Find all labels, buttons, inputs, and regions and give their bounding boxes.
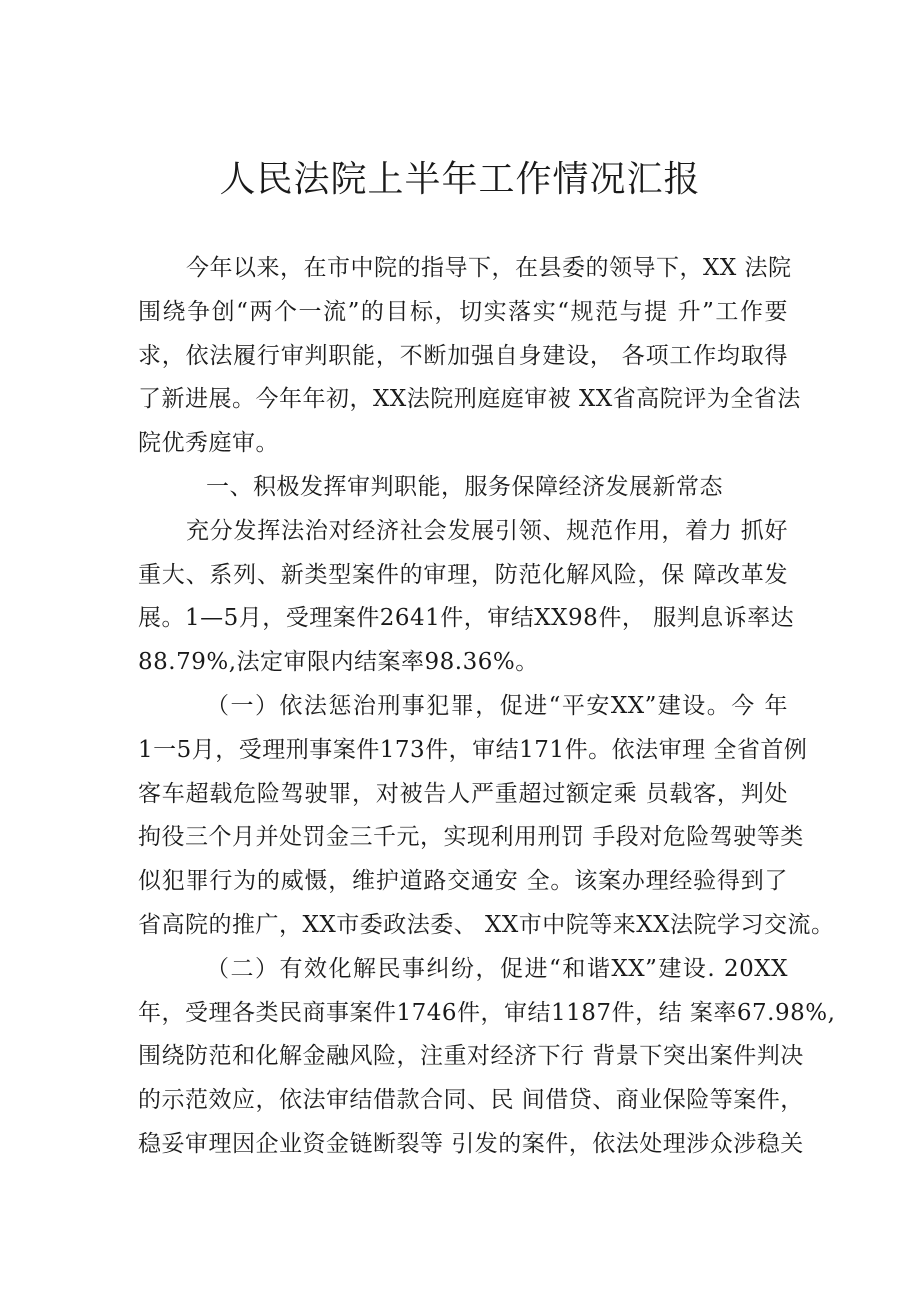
paragraph-line: 似犯罪行为的威慑，维护道路交通安 全。该案办理经验得到了	[138, 868, 788, 895]
paragraph-line: 省高院的推广，XX市委政法委、 XX市中院等来XX法院学习交流。	[138, 911, 835, 938]
paragraph-line: 年，受理各类民商事案件1746件，审结1187件，结 案率67.98%,	[138, 999, 836, 1026]
subsection-heading-line: （二）有效化解民事纠纷，促进“和谐XX”建设. 20XX	[206, 955, 788, 982]
paragraph-line: 围绕争创“两个一流”的目标，切实落实“规范与提 升”工作要	[138, 298, 788, 325]
paragraph-line: 了新进展。今年年初，XX法院刑庭庭审被 XX省高院评为全省法	[138, 386, 801, 413]
section-heading: 一、积极发挥审判职能，服务保障经济发展新常态	[206, 473, 723, 500]
document-title: 人民法院上半年工作情况汇报	[219, 159, 701, 200]
paragraph-line: 1一5月，受理刑事案件173件，审结171件。依法审理 全省首例	[138, 736, 808, 763]
paragraph-line: 求，依法履行审判职能，不断加强自身建设， 各项工作均取得	[138, 342, 788, 369]
document-body	[138, 247, 836, 1167]
paragraph-line: 今年以来，在市中院的指导下，在县委的领导下，XX 法院	[186, 255, 792, 281]
paragraph-line: 充分发挥法治对经济社会发展引领、规范作用，着力 抓好	[186, 517, 788, 544]
paragraph-line: 展。1—5月，受理案件2641件，审结XX98件， 服判息诉率达	[138, 605, 795, 632]
paragraph-line: 的示范效应，依法审结借款合同、民 间借贷、商业保险等案件，	[138, 1087, 804, 1114]
paragraph-line: 院优秀庭审。	[138, 430, 279, 457]
paragraph-line: 围绕防范和化解金融风险，注重对经济下行 背景下突出案件判决	[138, 1043, 804, 1070]
paragraph-line: 重大、系列、新类型案件的审理，防范化解风险，保 障改革发	[138, 561, 788, 588]
paragraph-line: 稳妥审理因企业资金链断裂等 引发的案件，依法处理涉众涉稳关	[138, 1130, 804, 1157]
paragraph-line: 88.79%,法定审限内结案率98.36%。	[138, 649, 539, 676]
paragraph-line: 客车超载危险驾驶罪，对被告人严重超过额定乘 员载客，判处	[138, 780, 788, 807]
paragraph-line: 拘役三个月并处罚金三千元，实现利用刑罚 手段对危险驾驶等类	[138, 824, 804, 851]
subsection-heading-line: （一）依法惩治刑事犯罪，促进“平安XX”建设。今 年	[206, 692, 788, 719]
